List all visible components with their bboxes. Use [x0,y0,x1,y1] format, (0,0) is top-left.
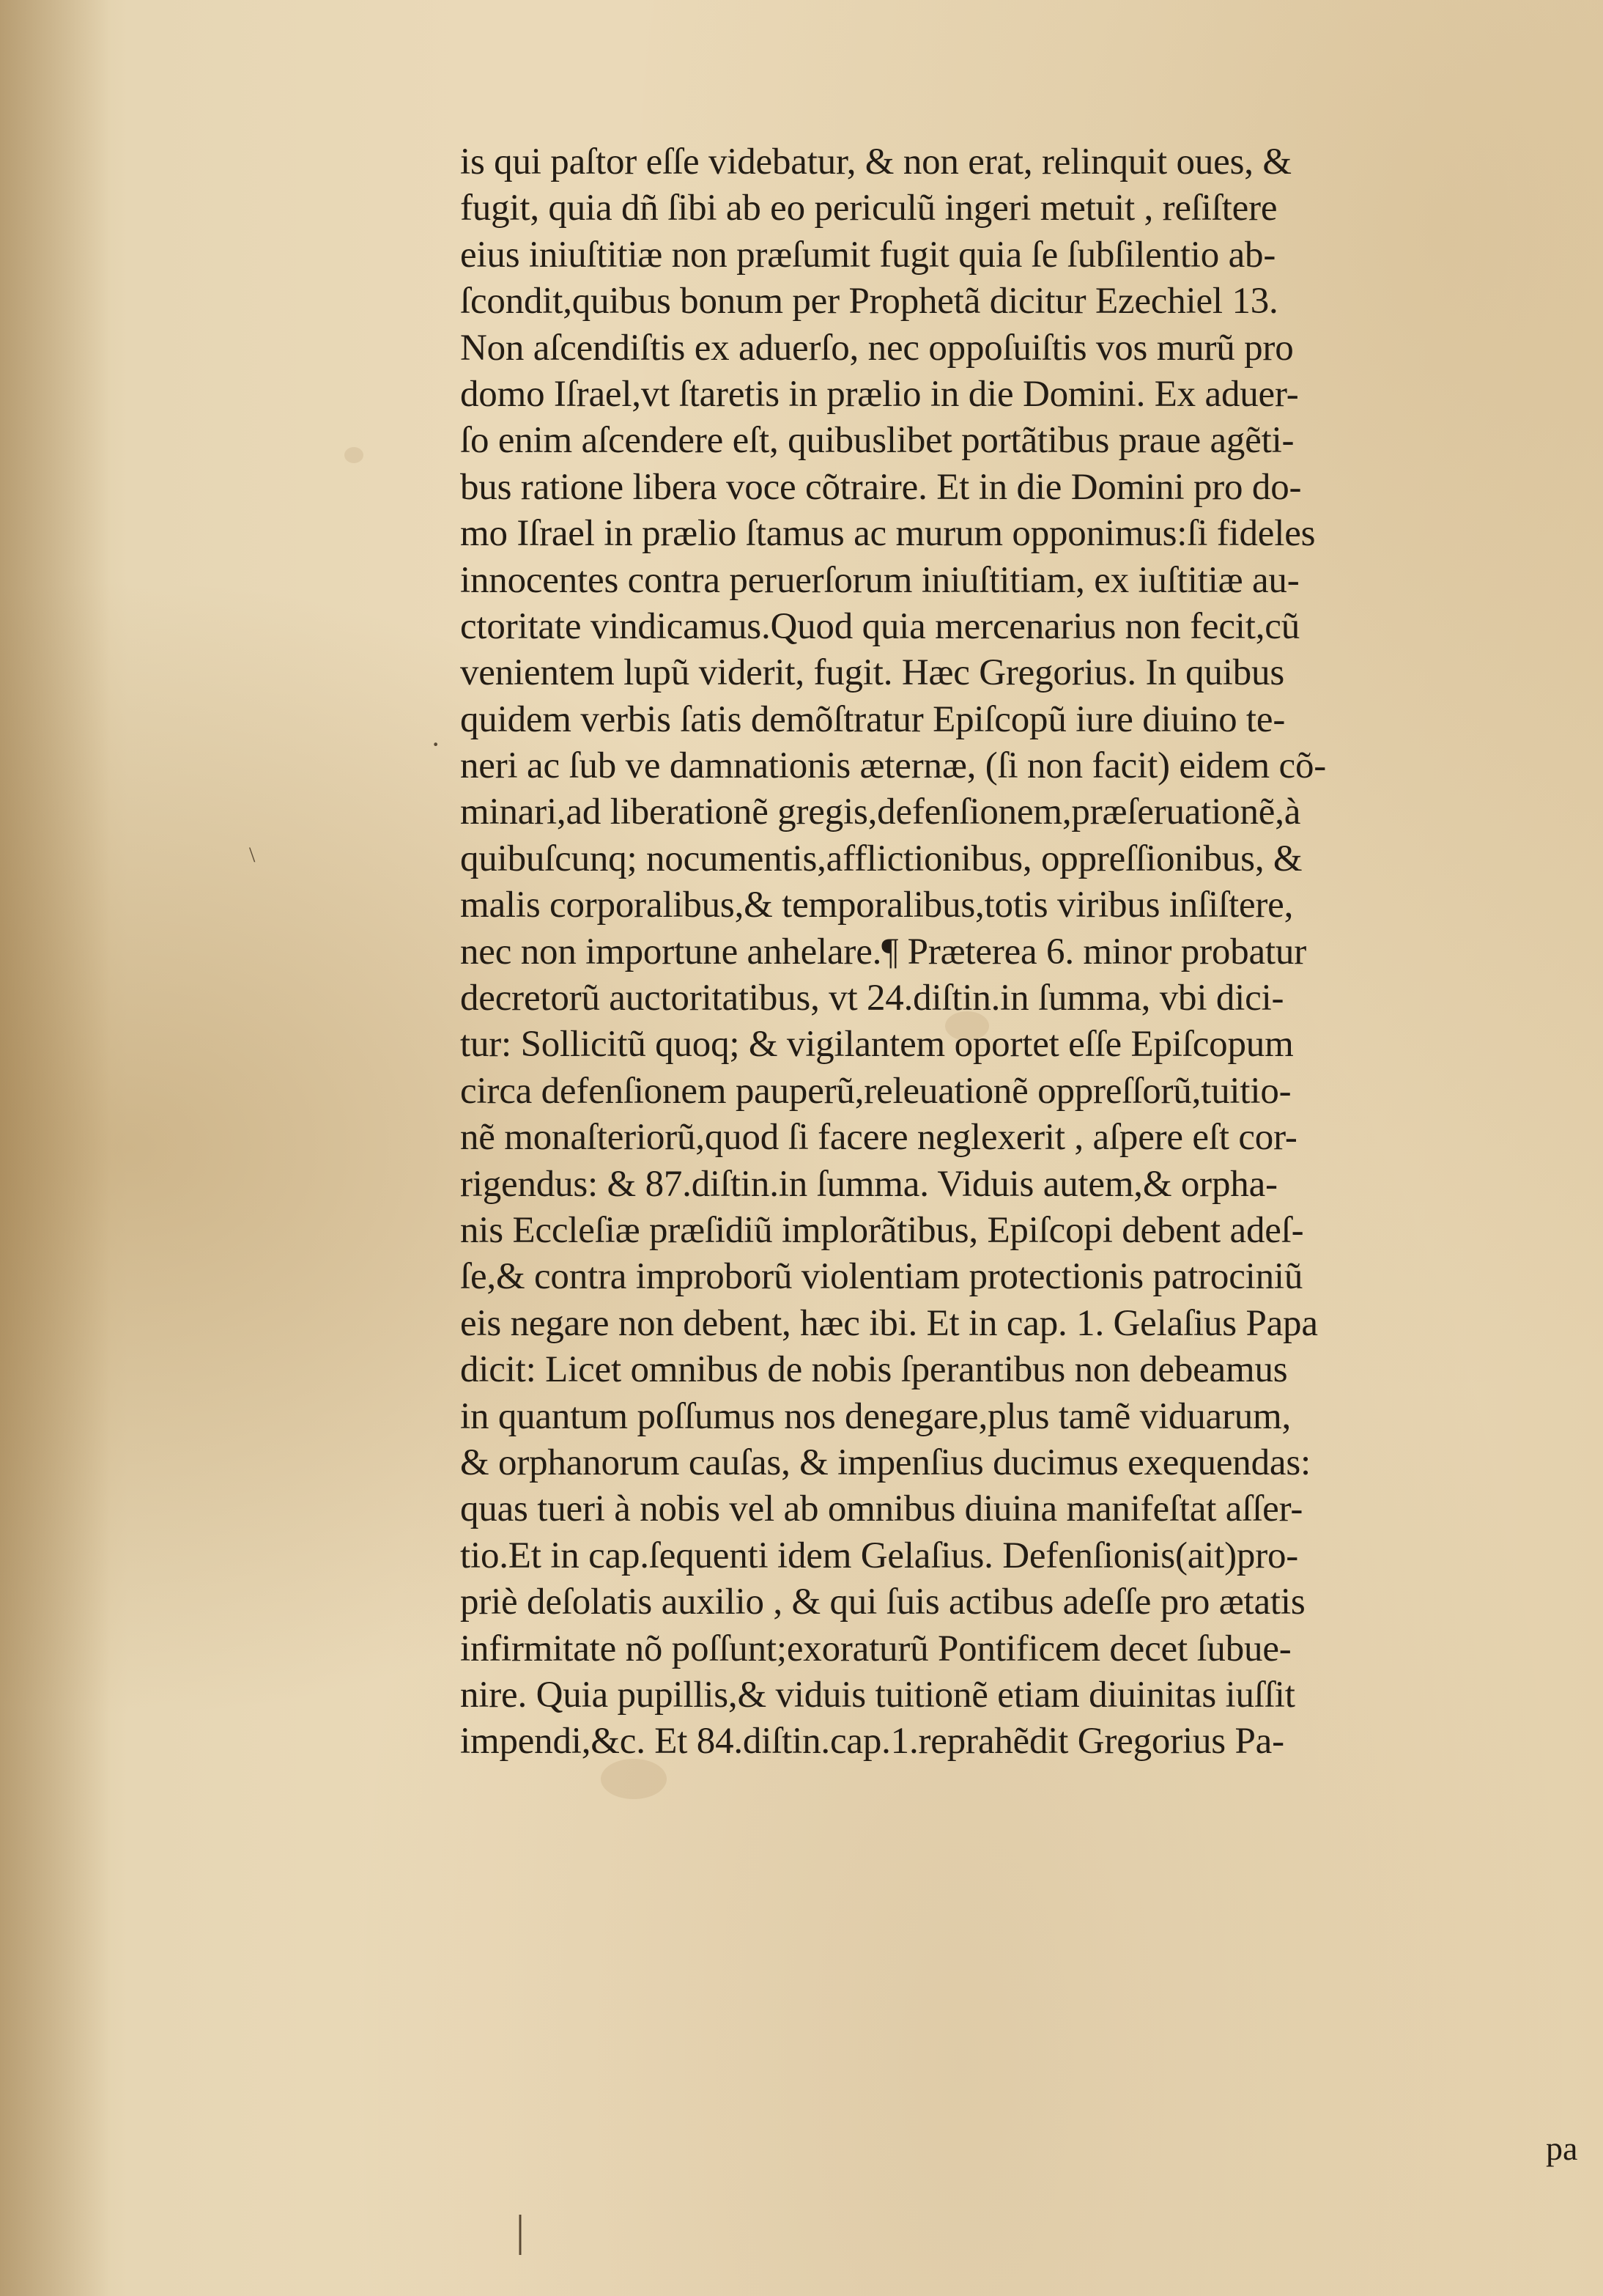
text-line: rigendus: & 87.diſtin.in ſumma. Viduis autem,& orpha- [460,1163,1278,1205]
text-line: eius iniuſtitiæ non præſumit fugit quia ſe ſubſilentio ab- [460,234,1276,276]
text-line: mo Iſrael in prælio ſtamus ac murum opponimus:ſi fideles [460,513,1316,555]
text-line: decretorũ auctoritatibus, vt 24.diſtin.in ſumma, vbi dici- [460,978,1284,1019]
text-line: venientem lupũ viderit, fugit. Hæc Gregorius. In quibus [460,652,1284,694]
text-line: tur: Sollicitũ quoq; & vigilantem oportet eſſe Epiſcopum [460,1024,1294,1066]
text-line: tio.Et in cap.ſequenti idem Gelaſius. Defenſionis(ait)pro- [460,1535,1299,1576]
text-line: is qui paſtor eſſe videbatur, & non erat, relinquit oues, & [460,141,1292,182]
text-line: ſo enim aſcendere eſt, quibuslibet portãtibus praue agẽti- [460,420,1295,462]
text-line: ſe,& contra improborũ violentiam protectionis patrociniũ [460,1256,1303,1298]
text-line: quas tueri à nobis vel ab omnibus diuina manifeſtat aſſer- [460,1488,1303,1530]
text-line: impendi,&c. Et 84.diſtin.cap.1.reprahẽdit Gregorius Pa- [460,1721,1284,1762]
text-line: nis Eccleſiæ præſidiũ implorãtibus, Epiſcopi debent adeſ- [460,1209,1304,1251]
paper-stain [344,447,363,463]
text-line: in quantum poſſumus nos denegare,plus tamẽ viduarum, [460,1395,1292,1437]
text-line: Non aſcendiſtis ex aduerſo, nec oppoſuiſtis vos murũ pro [460,327,1294,369]
text-line: malis corporalibus,& temporalibus,totis viribus inſiſtere, [460,885,1294,926]
text-line: quibuſcunq; nocumentis,afflictionibus, oppreſſionibus, & [460,838,1303,879]
margin-tick: \ [249,843,256,867]
text-line: ctoritate vindicamus.Quod quia mercenarius non fecit,cũ [460,605,1300,647]
text-line: ſcondit,quibus bonum per Prophetã dicitur Ezechiel 13. [460,281,1278,322]
text-line: nec non importune anhelare.¶ Præterea 6. minor probatur [460,931,1306,972]
text-line: & orphanorum cauſas, & impenſius ducimus exequendas: [460,1442,1311,1483]
catchword: pa [1546,2130,1578,2167]
text-line: infirmitate nõ poſſunt;exoraturũ Pontificem decet ſubue- [460,1628,1292,1669]
text-line: dicit: Licet omnibus de nobis ſperantibus non debeamus [460,1349,1288,1391]
margin-dot: · [431,728,441,761]
text-line: priè deſolatis auxilio , & qui ſuis actibus adeſſe pro ætatis [460,1581,1306,1623]
text-line: fugit, quia dñ ſibi ab eo periculũ ingeri metuit , reſiſtere [460,188,1278,229]
text-line: domo Iſrael,vt ſtaretis in prælio in die Domini. Ex aduer- [460,373,1299,415]
text-line: bus ratione libera voce cõtraire. Et in die Domini pro do- [460,466,1302,508]
text-line: circa defenſionem pauperũ,releuationẽ oppreſſorũ,tuitio- [460,1070,1292,1112]
text-line: neri ac ſub ve damnationis æternæ, (ſi non facit) eidem cõ- [460,745,1327,787]
text-line: nẽ monaſteriorũ,quod ſi facere neglexerit , aſpere eſt cor- [460,1117,1297,1159]
bottom-stroke: | [516,2207,525,2255]
text-line: eis negare non debent, hæc ibi. Et in cap. 1. Gelaſius Papa [460,1302,1318,1344]
text-line: minari,ad liberationẽ gregis,defenſionem,præſeruationẽ,à [460,791,1301,833]
text-line: nire. Quia pupillis,& viduis tuitionẽ etiam diuinitas iuſſit [460,1674,1295,1716]
gutter-shadow [0,0,110,2296]
text-line: quidem verbis ſatis demõſtratur Epiſcopũ iure diuino te- [460,698,1286,740]
main-text [460,139,1603,1765]
text-line: innocentes contra peruerſorum iniuſtitiam, ex iuſtitiæ au- [460,559,1300,601]
